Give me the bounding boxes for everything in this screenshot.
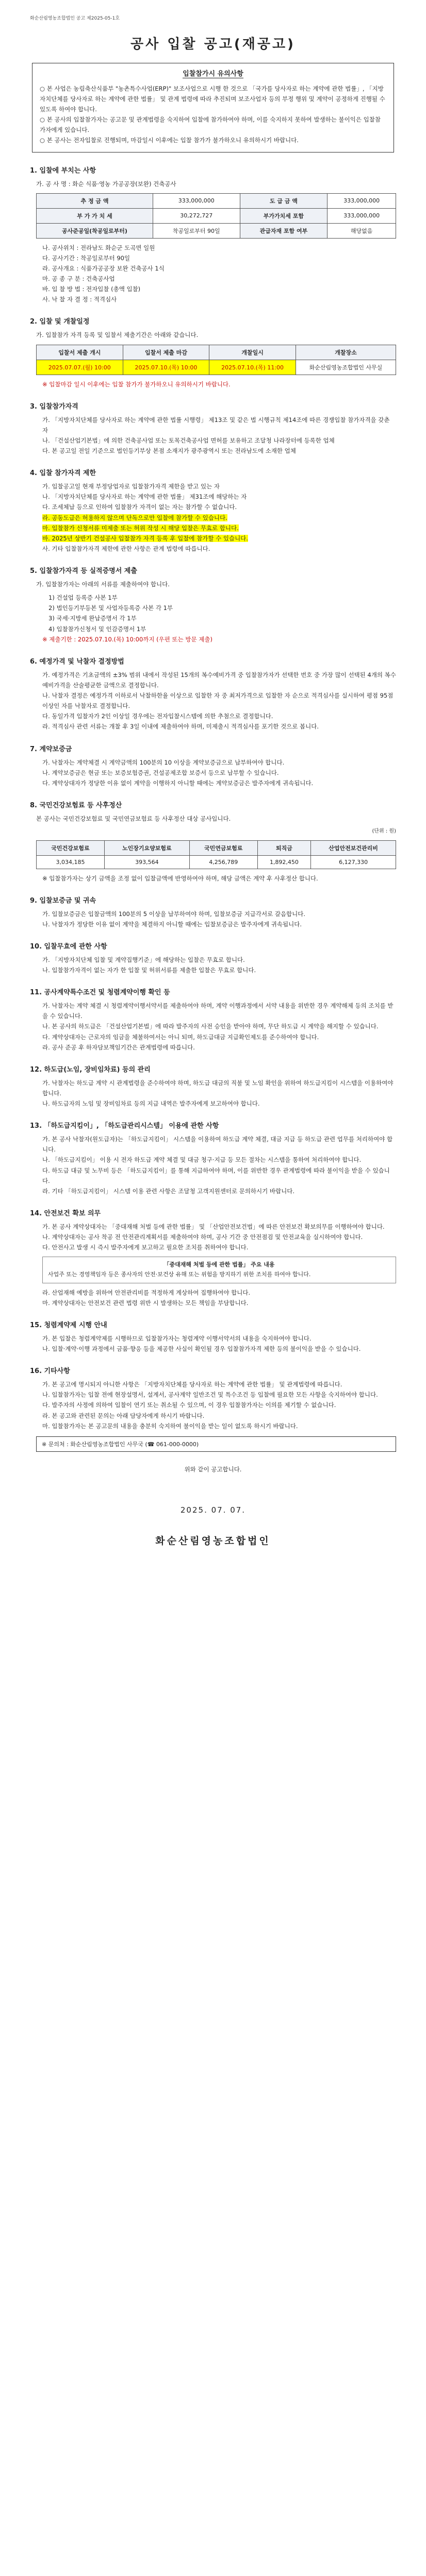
section-heading: 4. 입찰 참가자격 제한 [30, 469, 96, 478]
info-box [42, 1257, 396, 1283]
list-item: 나. 입찰참가자격이 없는 자가 한 입찰 및 허위서류를 제출한 입찰은 무효로 합니다. [42, 967, 256, 974]
section-heading: 11. 공사계약특수조건 및 청렴계약이행 확인 등 [30, 989, 170, 997]
table-header: 관급자재 포함 여부 [240, 223, 327, 238]
table-header: 국민건강보험료 [37, 840, 105, 855]
notice-box-title: 입찰참가시 유의사항 [183, 70, 243, 78]
note: ※ 제출기한 : 2025.07.10.(목) 10:00까지 (우편 또는 방문 제출) [42, 635, 212, 643]
table-header: 추 정 금 액 [37, 193, 153, 208]
table-cell: 3,034,185 [37, 855, 105, 869]
note: ※ 입찰참가자는 상기 금액을 조정 없이 입찰금액에 반영하여야 하며, 해당 금액은 계약 후 사후정산 합니다. [42, 874, 318, 882]
list-item: 가. 본 공고에 명시되지 아니한 사항은 「지방자치단체를 당사자로 하는 계약에 관한 법률」 및 관계법령에 따릅니다. [42, 1381, 342, 1388]
list-item: 가. 본 입찰은 청렴계약제를 시행하므로 입찰참가자는 청렴계약 이행서약서의 내용을 숙지하여야 합니다. [42, 1334, 312, 1342]
table-cell: 화순산림영농조합법인 사무실 [296, 360, 396, 375]
section-heading: 9. 입찰보증금 및 귀속 [30, 896, 96, 905]
list-item: 다. 조세체납 등으로 인하여 입찰참가 자격이 없는 자는 참가할 수 없습니다. [42, 503, 237, 511]
list-item: 가. 예정가격은 기초금액의 ±3% 범위 내에서 작성된 15개의 복수예비가격 중 입찰참가자가 선택한 번호 중 가장 많이 선택된 4개의 복수예비가격을 산술평균한 금액으로 결정합니다. [42, 671, 396, 689]
table-header: 산업안전보건관리비 [311, 840, 396, 855]
list-item: 나. 공사위치 : 전라남도 화순군 도곡면 일원 [42, 244, 155, 251]
document-number: 화순산림영농조합법인 공고 제2025-05-1호 [30, 16, 120, 21]
highlighted-item: 바. 2025년 상반기 건설공사 입찰참가 자격 등록 후 입찰에 참가할 수 있습니다. [42, 534, 248, 542]
table-header: 입찰서 제출 마감 [123, 345, 209, 360]
table-cell: 30,272,727 [153, 208, 240, 223]
notice-date: 2025. 07. 07. [180, 1505, 246, 1515]
list-item: 가. 「지방자치단체 입찰 및 계약집행기준」에 해당하는 입찰은 무효로 합니다. [42, 956, 245, 963]
notice-item: ○ 본 공사는 전자입찰로 진행되며, 마감일시 이후에는 입찰 참가가 불가하오니 유의하시기 바랍니다. [40, 137, 299, 144]
unit-label: (단위 : 원) [372, 828, 396, 834]
table-header: 개찰장소 [296, 345, 396, 360]
info-box-text: 사업주 또는 경영책임자 등은 종사자의 안전·보건상 유해 또는 위험을 방지하기 위한 조치를 하여야 합니다. [48, 1270, 311, 1278]
list-item: 사. 기타 입찰참가자격 제한에 관한 사항은 관계 법령에 따릅니다. [42, 545, 210, 552]
list-item: 라. 산업재해 예방을 위하여 안전관리비를 적정하게 계상하여 집행하여야 합니다. [42, 1289, 251, 1296]
insurance-table [36, 840, 396, 869]
closing-text: 위와 같이 공고합니다. [184, 1465, 242, 1473]
table-cell: 해당없음 [327, 223, 396, 238]
table-cell: 333,000,000 [327, 208, 396, 223]
list-item: 다. 동일가격 입찰자가 2인 이상일 경우에는 전자입찰시스템에 의한 추첨으로 결정합니다. [42, 713, 273, 720]
list-item: 다. 계약상대자가 정당한 이유 없이 계약을 이행하지 아니할 때에는 계약보증금은 발주자에게 귀속됩니다. [42, 779, 314, 787]
info-box-title: 「중대재해 처벌 등에 관한 법률」 주요 내용 [163, 1261, 275, 1268]
list-item: 라. 기타 「하도급지킴이」 시스템 이용 관련 사항은 조달청 고객지원센터로 문의하시기 바랍니다. [42, 1187, 295, 1195]
table-header: 부 가 가 치 세 [37, 208, 153, 223]
list-item: 나. 낙찰자 결정은 예정가격 이하로서 낙찰하한율 이상으로 입찰한 자 중 최저가격으로 입찰한 자 순으로 적격심사를 실시하여 평점 95점 이상인 자를 낙찰자로 결정합니다. [42, 692, 394, 710]
note: ※ 입찰마감 일시 이후에는 입찰 참가가 불가하오니 유의하시기 바랍니다. [42, 380, 231, 388]
list-item: 다. 하도급 대금 및 노무비 등은 「하도급지킴이」를 통해 지급하여야 하며, 이를 위반한 경우 관계법령에 따라 불이익을 받을 수 있습니다. [42, 1166, 390, 1184]
table-cell: 4,256,789 [189, 855, 257, 869]
table-cell: 1,892,450 [257, 855, 311, 869]
paragraph: 본 공사는 국민건강보험료 및 국민연금보험료 등 사후정산 대상 공사입니다. [36, 815, 231, 822]
list-item: 가. 입찰공고일 현재 부정당업자로 입찰참가자격 제한을 받고 있는 자 [42, 483, 220, 490]
table-header: 개찰일시 [209, 345, 296, 360]
section-heading: 8. 국민건강보험료 등 사후정산 [30, 801, 122, 809]
schedule-table [36, 345, 396, 375]
notice-box [32, 63, 394, 152]
list-item: 가. 낙찰자는 계약 체결 시 청렴계약이행서약서를 제출하여야 하며, 계약 이행과정에서 서약 내용을 위반한 경우 계약해제 등의 조치를 받을 수 있습니다. [42, 1002, 394, 1020]
list-item: 다. 본 공고일 전일 기준으로 법인등기부상 본점 소재지가 광주광역시 또는 전라남도에 소재한 업체 [42, 447, 296, 454]
issuing-organization: 화순산림영농조합법인 [155, 1535, 271, 1547]
table-cell: 333,000,000 [327, 193, 396, 208]
list-item: 나. 「건설산업기본법」에 의한 건축공사업 또는 토목건축공사업 면허를 보유하고 조달청 나라장터에 등록한 업체 [42, 436, 335, 444]
list-item: 나. 입찰·계약·이행 과정에서 금품·향응 등을 제공한 사실이 확인될 경우 입찰참가자격 제한 등의 불이익을 받을 수 있습니다. [42, 1345, 361, 1352]
table-header: 퇴직금 [257, 840, 311, 855]
section-heading: 12. 하도급(노임, 장비임차료) 등의 관리 [30, 1065, 151, 1074]
list-item: 다. 공사기간 : 착공일로부터 90일 [42, 254, 130, 262]
table-header: 공사준공일(착공일로부터) [37, 223, 153, 238]
section-heading: 7. 계약보증금 [30, 745, 72, 753]
list-item: 나. 본 공사의 하도급은 「건설산업기본법」에 따라 발주자의 사전 승인을 받아야 하며, 무단 하도급 시 계약을 해지할 수 있습니다. [42, 1023, 379, 1030]
list-item: 가. 낙찰자는 하도급 계약 시 관계법령을 준수하여야 하며, 하도급 대금의 직불 및 노임 확인을 위하여 하도급지킴이 시스템을 이용하여야 합니다. [42, 1079, 394, 1097]
list-item: 라. 적격심사 관련 서류는 개찰 후 3일 이내에 제출하여야 하며, 미제출시 적격심사를 포기한 것으로 봅니다. [42, 723, 319, 731]
table-cell: 착공일로부터 90일 [153, 223, 240, 238]
list-item: 가. 본 공사 낙찰자(원도급자)는 「하도급지킴이」 시스템을 이용하여 하도급 계약 체결, 대금 지급 등 하도급 관련 업무를 처리하여야 합니다. [42, 1136, 393, 1154]
section-heading: 14. 안전보건 확보 의무 [30, 1209, 101, 1217]
list-item: 라. 본 공고와 관련된 문의는 아래 담당자에게 하시기 바랍니다. [42, 1412, 205, 1419]
list-item: 가. 입찰보증금은 입찰금액의 100분의 5 이상을 납부하여야 하며, 입찰보증금 지급각서로 갈음합니다. [42, 910, 306, 918]
list-item: 사. 낙 찰 자 결 정 : 적격심사 [42, 296, 117, 303]
table-header: 입찰서 제출 개시 [37, 345, 123, 360]
list-item: 나. 입찰참가자는 입찰 전에 현장설명서, 설계서, 공사계약 일반조건 및 특수조건 등 입찰에 필요한 모든 사항을 숙지하여야 합니다. [42, 1391, 378, 1399]
list-item: 나. 「지방자치단체를 당사자로 하는 계약에 관한 법률」 제31조에 해당하는 자 [42, 493, 247, 501]
section-heading: 3. 입찰참가자격 [30, 402, 78, 411]
project-overview-table [36, 193, 396, 239]
list-item: 가. 낙찰자는 계약체결 시 계약금액의 100분의 10 이상을 계약보증금으로 납부하여야 합니다. [42, 758, 285, 766]
section-heading: 5. 입찰참가자격 등 실적증명서 제출 [30, 567, 137, 575]
section-heading: 1. 입찰에 부치는 사항 [30, 166, 96, 175]
document-title: 공사 입찰 공고(재공고) [130, 37, 296, 52]
list-item: 라. 공사 준공 후 하자담보책임기간은 관계법령에 따릅니다. [42, 1043, 195, 1051]
list-item: 마. 공 종 구 분 : 건축공사업 [42, 275, 115, 282]
notice-item: ○ 본 공사의 입찰참가자는 공고문 및 관계법령을 숙지하여 입찰에 참가하여야 하며, 이를 숙지하지 못하여 발생하는 불이익은 입찰참가자에게 있습니다. [40, 116, 381, 134]
list-item: 다. 발주자의 사정에 의하여 입찰이 연기 또는 취소될 수 있으며, 이 경우 입찰참가자는 이의를 제기할 수 없습니다. [42, 1401, 336, 1409]
list-item: 다. 계약상대자는 근로자의 임금을 체불하여서는 아니 되며, 하도급대금 지급확인제도를 준수하여야 합니다. [42, 1033, 319, 1041]
list-item: 나. 「하도급지킴이」 이용 시 전자 하도급 계약 체결 및 대금 청구·지급 등 모든 절차는 시스템을 통하여 처리하여야 합니다. [42, 1156, 362, 1164]
list-item: 나. 계약상대자는 공사 착공 전 안전관리계획서를 제출하여야 하며, 공사 기간 중 안전점검 및 안전교육을 실시하여야 합니다. [42, 1233, 363, 1241]
list-item: 4) 입찰참가신청서 및 인감증명서 1부 [48, 625, 146, 633]
list-item: 라. 공사개요 : 식품가공공장 보완 건축공사 1식 [42, 264, 165, 272]
table-cell: 2025.07.10.(목) 10:00 [123, 360, 209, 375]
highlighted-item: 마. 입찰참가 신청서류 미제출 또는 허위 작성 시 해당 입찰은 무효로 합니다. [42, 524, 239, 532]
contact-info: ※ 문의처 : 화순산림영농조합법인 사무국 (☎ 061-000-0000) [36, 1436, 396, 1452]
list-item: 나. 낙찰자가 정당한 이유 없이 계약을 체결하지 아니할 때에는 입찰보증금은 발주자에게 귀속됩니다. [42, 920, 302, 928]
list-item: 바. 입 찰 방 법 : 전자입찰 (총액 입찰) [42, 285, 141, 293]
table-header: 국민연금보험료 [189, 840, 257, 855]
table-header: 노인장기요양보험료 [104, 840, 189, 855]
list-item: 마. 계약상대자는 안전보건 관련 법령 위반 시 발생하는 모든 책임을 부담합니다. [42, 1299, 249, 1307]
section-heading: 16. 기타사항 [30, 1367, 70, 1376]
paragraph: 가. 입찰참가자는 아래의 서류를 제출하여야 합니다. [36, 581, 170, 588]
list-item: 가. 「지방자치단체를 당사자로 하는 계약에 관한 법률 시행령」 제13조 및 같은 법 시행규칙 제14조에 따른 경쟁입찰 참가자격을 갖춘 자 [42, 416, 390, 434]
list-item: 마. 입찰참가자는 본 공고문의 내용을 충분히 숙지하여 불이익을 받는 일이 없도록 하시기 바랍니다. [42, 1422, 298, 1430]
table-cell: 2025.07.10.(목) 11:00 [209, 360, 296, 375]
list-item: 3) 국세·지방세 완납증명서 각 1부 [48, 615, 137, 622]
paragraph: 가. 입찰참가 자격 등록 및 입찰서 제출기간은 아래와 같습니다. [36, 331, 199, 339]
paragraph: 가. 공 사 명 : 화순 식품·영농 가공공장(보완) 건축공사 [36, 180, 176, 188]
highlighted-item: 라. 공동도급은 허용하지 않으며 단독으로만 입찰에 참가할 수 있습니다. [42, 514, 227, 521]
list-item: 나. 계약보증금은 현금 또는 보증보험증권, 건설공제조합 보증서 등으로 납부할 수 있습니다. [42, 769, 279, 776]
section-heading: 10. 입찰무효에 관한 사항 [30, 942, 107, 951]
section-heading: 15. 청렴계약제 시행 안내 [30, 1321, 107, 1329]
table-cell: 6,127,330 [311, 855, 396, 869]
table-header: 도 급 금 액 [240, 193, 327, 208]
section-heading: 13. 「하도급지킴이」, 「하도급관리시스템」 이용에 관한 사항 [30, 1122, 219, 1130]
list-item: 2) 법인등기부등본 및 사업자등록증 사본 각 1부 [48, 604, 173, 612]
table-cell: 393,564 [104, 855, 189, 869]
notice-item: ○ 본 사업은 농림축산식품부 "농촌특수사업(ERP)" 보조사업으로 시행 한 것으로 「국가를 당사자로 하는 계약에 관한 법률」, 「지방자치단체를 당사자로 하는 계약에 관한 법률」 및 관계 법령에 따라 추진되며 보조사업자 등의 부정 행위 및 계약이 공정하게 진행될 수 있도록 하여야 합니다. [40, 84, 385, 113]
list-item: 가. 본 공사 계약상대자는 「중대재해 처벌 등에 관한 법률」 및 「산업안전보건법」에 따른 안전보건 확보의무를 이행하여야 합니다. [42, 1223, 385, 1230]
list-item: 1) 건설업 등록증 사본 1부 [48, 594, 118, 602]
table-cell: 333,000,000 [153, 193, 240, 208]
table-header: 부가가치세 포함 [240, 208, 327, 223]
table-cell: 2025.07.07.(월) 10:00 [37, 360, 123, 375]
section-heading: 6. 예정가격 및 낙찰자 결정방법 [30, 657, 124, 666]
section-heading: 2. 입찰 및 개찰일정 [30, 318, 90, 326]
list-item: 나. 하도급자의 노임 및 장비임차료 등의 지급 내역은 발주자에게 보고하여야 합니다. [42, 1100, 260, 1107]
list-item: 다. 안전사고 발생 시 즉시 발주자에게 보고하고 필요한 조치를 취하여야 합니다. [42, 1244, 249, 1251]
